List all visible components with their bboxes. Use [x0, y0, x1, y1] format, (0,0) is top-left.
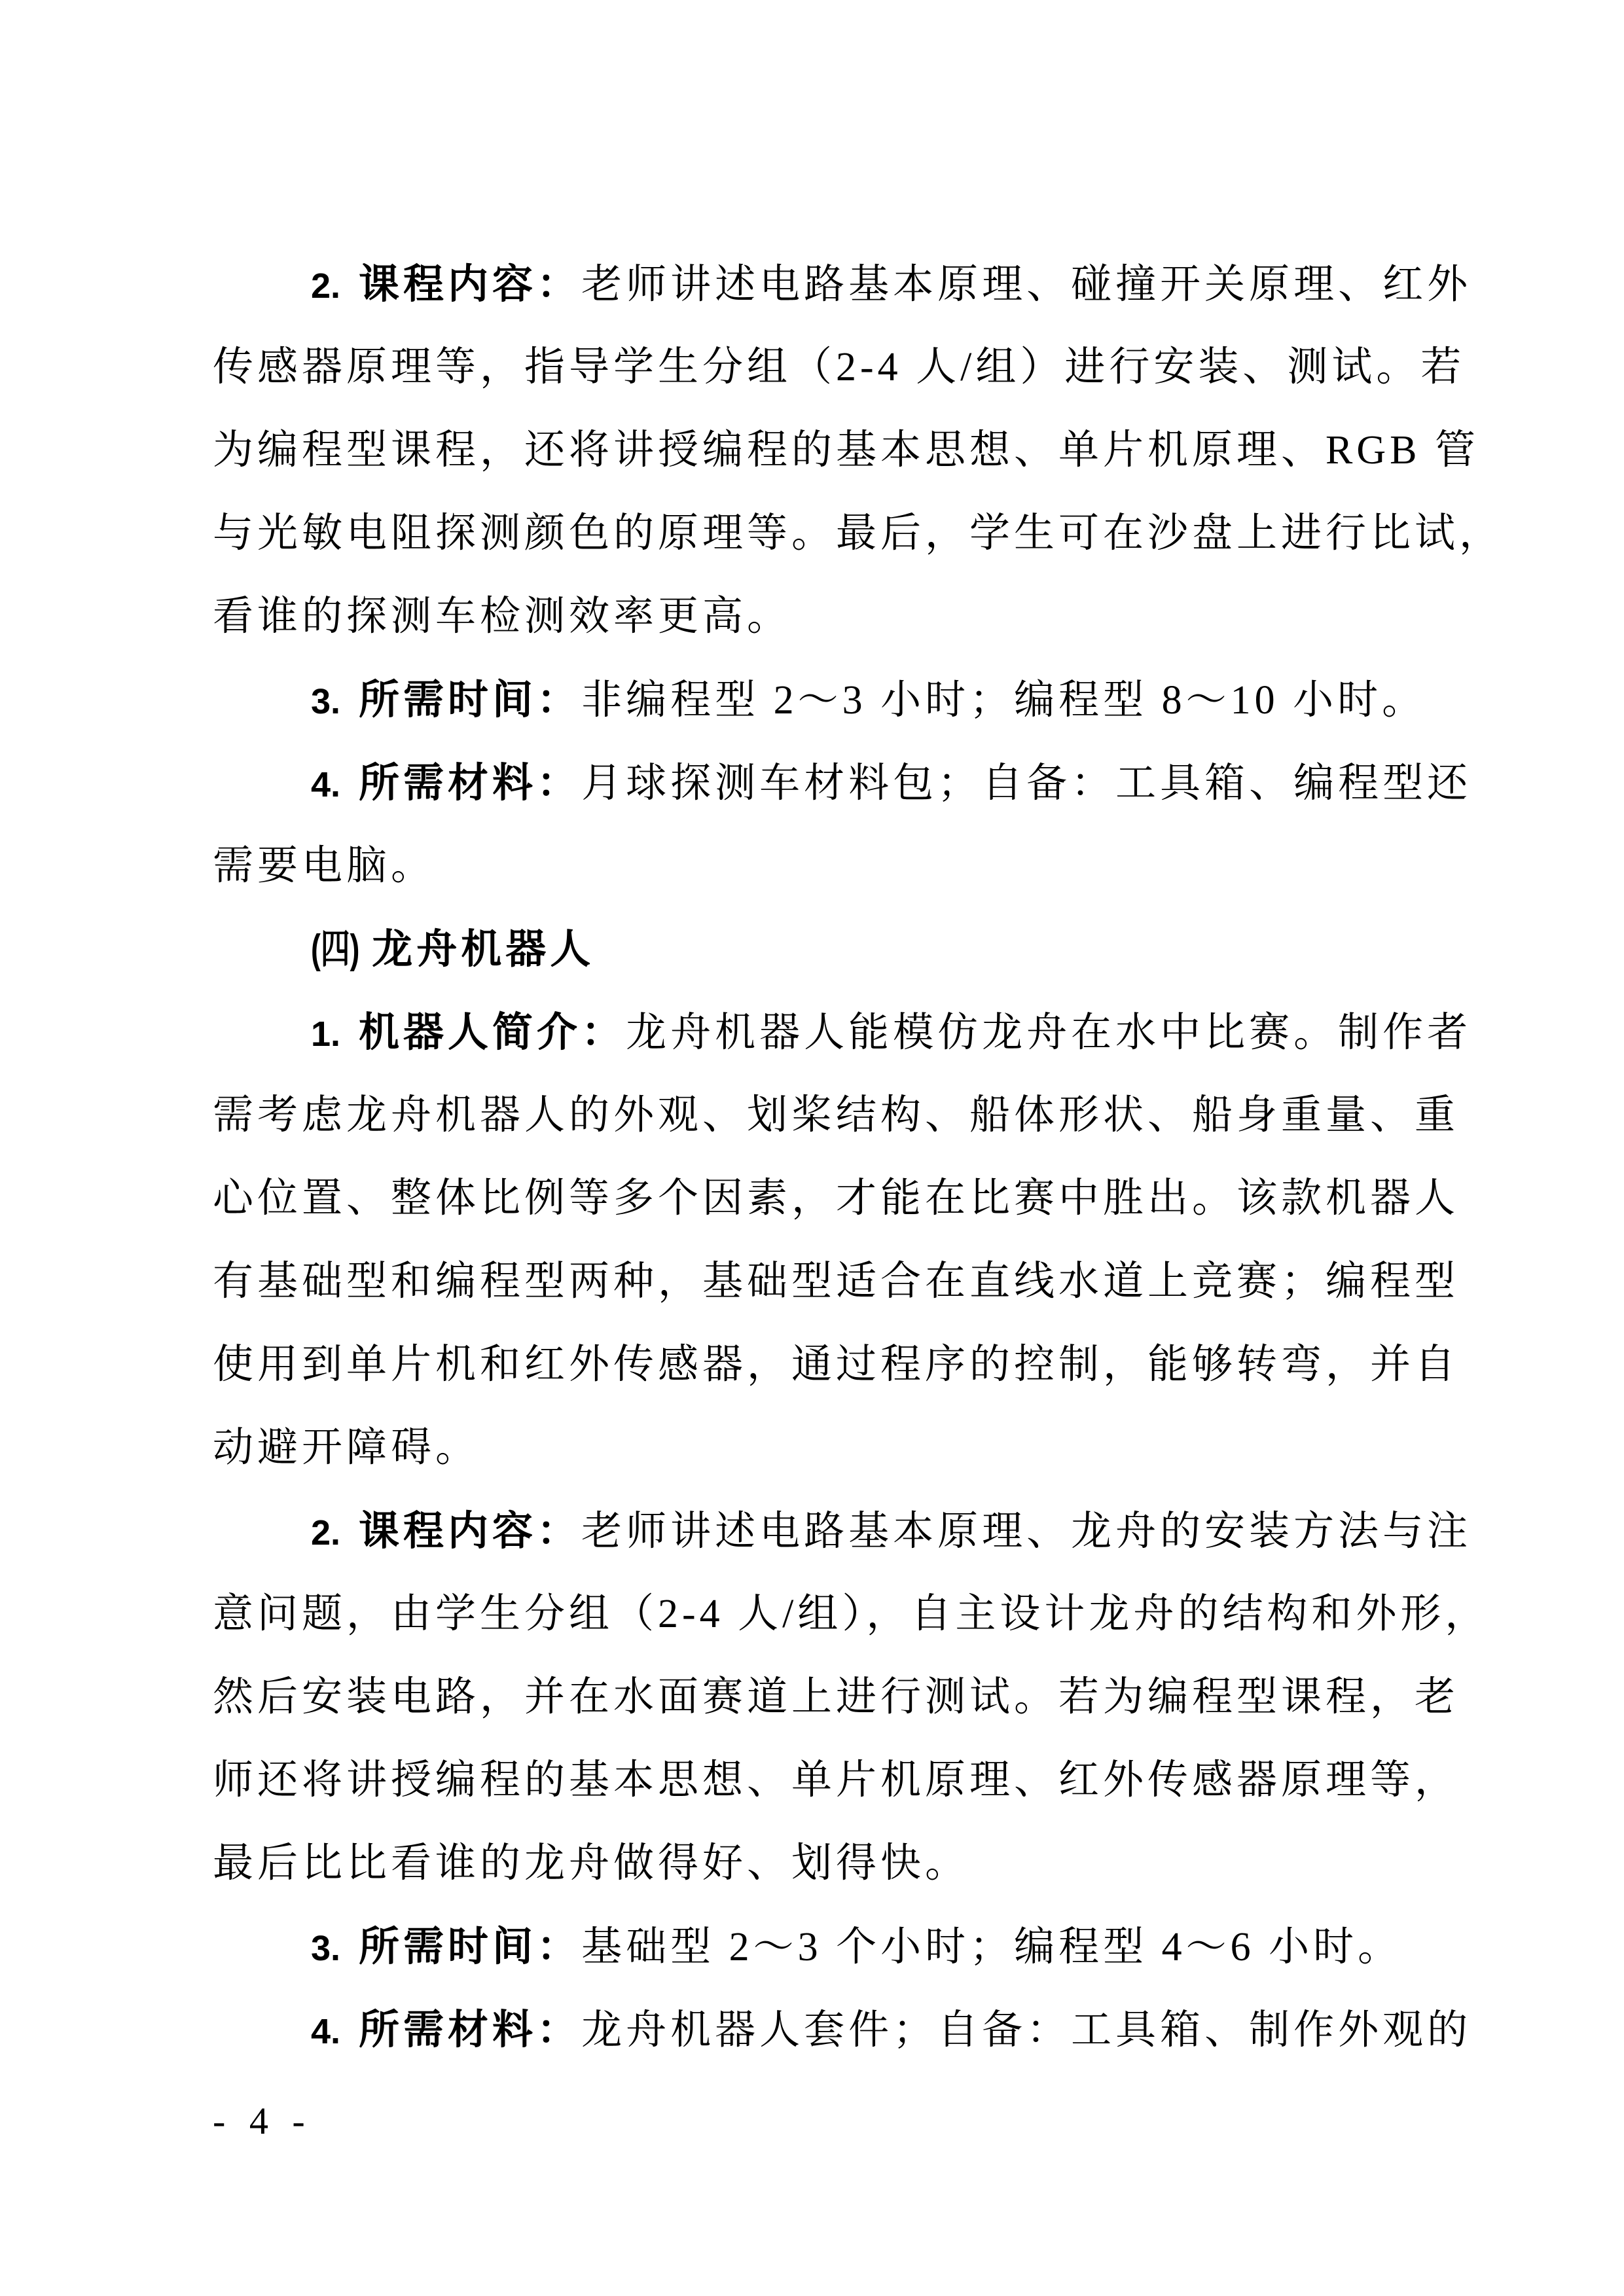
body-line — [213, 1739, 1460, 1822]
section-number: (四) — [311, 927, 360, 972]
document-body — [213, 243, 1504, 2072]
item-text: 非编程型 2～3 小时；编程型 8～10 小时。 — [581, 678, 1427, 723]
body-text: 需考虑龙舟机器人的外观、划桨结构、船体形状、船身重量、重 — [213, 1093, 1460, 1138]
body-line — [213, 1822, 1442, 1905]
item-label: 所需时间： — [359, 677, 582, 723]
section-heading — [213, 908, 1442, 991]
list-item-line — [213, 658, 1442, 742]
body-line — [213, 326, 1466, 409]
page-number: - 4 - — [213, 2100, 310, 2142]
body-text: 有基础型和编程型两种，基础型适合在直线水道上竞赛；编程型 — [213, 1259, 1460, 1304]
body-text: 传感器原理等，指导学生分组（2-4 人/组）进行安装、测试。若 — [213, 345, 1466, 389]
list-item-line — [213, 1905, 1442, 1988]
body-line — [213, 1656, 1460, 1739]
item-label: 课程内容： — [359, 262, 582, 307]
list-number: 3. — [311, 682, 341, 721]
list-item-line — [213, 1988, 1472, 2072]
list-number: 2. — [311, 1513, 341, 1552]
item-text: 龙舟机器人能模仿龙舟在水中比赛。制作者 — [626, 1011, 1472, 1055]
body-line — [213, 825, 1442, 908]
item-text: 基础型 2～3 个小时；编程型 4～6 小时。 — [581, 1925, 1403, 1969]
list-number: 4. — [311, 765, 341, 804]
body-text: 看谁的探测车检测效率更高。 — [213, 594, 792, 639]
body-text: 动避开障碍。 — [213, 1426, 480, 1470]
list-item-line — [213, 1490, 1472, 1573]
body-text: 使用到单片机和红外传感器，通过程序的控制，能够转弯，并自 — [213, 1342, 1460, 1387]
list-number: 3. — [311, 1929, 341, 1968]
list-item-line — [213, 742, 1472, 825]
list-item-line — [213, 243, 1472, 326]
item-text: 月球探测车材料包；自备：工具箱、编程型还 — [581, 761, 1472, 806]
list-item-line — [213, 991, 1472, 1074]
list-number: 2. — [311, 266, 341, 306]
body-text: 需要电脑。 — [213, 844, 436, 888]
item-label: 所需材料： — [359, 2007, 582, 2053]
item-text: 老师讲述电路基本原理、碰撞开关原理、红外 — [581, 262, 1472, 307]
body-line — [213, 1157, 1460, 1240]
body-line — [213, 1573, 1490, 1656]
body-line — [213, 1074, 1460, 1157]
body-text: 然后安装电路，并在水面赛道上进行测试。若为编程型课程，老 — [213, 1675, 1460, 1719]
body-line — [213, 1407, 1442, 1490]
body-line — [213, 1323, 1460, 1407]
item-label: 机器人简介： — [359, 1010, 626, 1055]
body-line — [213, 1240, 1460, 1323]
item-text: 老师讲述电路基本原理、龙舟的安装方法与注 — [581, 1509, 1472, 1554]
body-text: 师还将讲授编程的基本思想、单片机原理、红外传感器原理等， — [213, 1758, 1460, 1803]
list-number: 1. — [311, 1014, 341, 1054]
list-number: 4. — [311, 2012, 341, 2051]
body-text: 心位置、整体比例等多个因素，才能在比赛中胜出。该款机器人 — [213, 1176, 1460, 1221]
body-text: 为编程型课程，还将讲授编程的基本思想、单片机原理、RGB 管 — [213, 428, 1479, 473]
item-label: 所需材料： — [359, 761, 582, 806]
body-line — [213, 575, 1442, 658]
item-label: 课程内容： — [359, 1509, 582, 1554]
item-label: 所需时间： — [359, 1924, 582, 1969]
item-text: 龙舟机器人套件；自备：工具箱、制作外观的 — [581, 2008, 1472, 2053]
body-line — [213, 409, 1479, 492]
body-text: 与光敏电阻探测颜色的原理等。最后，学生可在沙盘上进行比试， — [213, 511, 1504, 556]
section-title: 龙舟机器人 — [372, 927, 595, 972]
body-text: 意问题，由学生分组（2-4 人/组），自主设计龙舟的结构和外形， — [213, 1592, 1490, 1636]
body-line — [213, 492, 1504, 575]
body-text: 最后比比看谁的龙舟做得好、划得快。 — [213, 1841, 970, 1886]
